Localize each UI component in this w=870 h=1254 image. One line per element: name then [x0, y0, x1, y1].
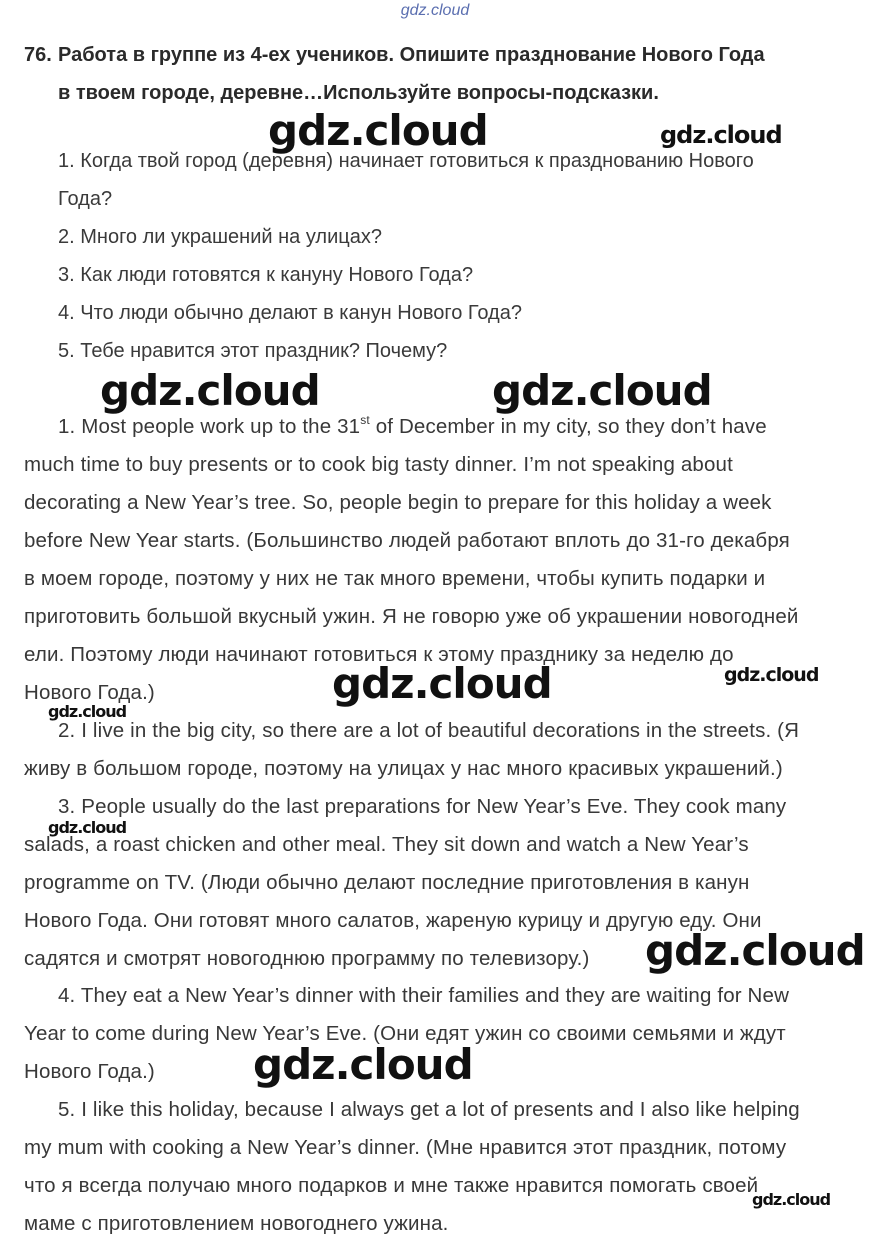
watermark: gdz.cloud: [752, 1190, 831, 1209]
question-3: 3. Как люди готовятся к кануну Нового Года?: [58, 264, 474, 286]
watermark: gdz.cloud: [253, 1040, 473, 1089]
task-heading: [24, 36, 854, 112]
task-line-1: Работа в группе из 4-ех учеников. Опишите празднование Нового Года: [58, 44, 765, 66]
question-1: 1. Когда твой город (деревня) начинает готовиться к празднованию Нового Года?: [58, 150, 754, 210]
answer-5: 5. I like this holiday, because I always get a lot of presents and I also like helping my mum with cooking a New Year’s dinner. (Мне нравится этот праздник, потому что я всегда получаю много подарков и мне также нравится помогать своей маме с приготовлением новогоднего ужина.: [24, 1098, 800, 1235]
watermark: gdz.cloud: [268, 106, 488, 155]
answer-4: 4. They eat a New Year’s dinner with their families and they are waiting for New Year to come during New Year’s Eve. (Они едят ужин со своими семьями и ждут Нового Года.): [24, 984, 790, 1083]
watermark: gdz.cloud: [332, 659, 552, 708]
task-number: 76.: [24, 44, 52, 66]
watermark: gdz.cloud: [48, 702, 127, 721]
answer-1: 1. Most people work up to the 31st of December in my city, so they don’t have much time to buy presents or to cook big tasty dinner. I’m not speaking about decorating a New Year’s tree. So, people begin to prepare for this holiday a week before New Year starts. (Большинство людей работают вплоть до 31-го декабря в моем городе, поэтому у них не так много времени, чтобы купить подарки и приготовить большой вкусный ужин. Я не говорю уже об украшении новогодней ели. Поэтому люди начинают готовиться к этому празднику за неделю до Нового Года.): [24, 413, 799, 704]
watermark: gdz.cloud: [48, 818, 127, 837]
watermark: gdz.cloud: [724, 664, 819, 686]
watermark: gdz.cloud: [660, 121, 782, 149]
question-5: 5. Тебе нравится этот праздник? Почему?: [58, 340, 448, 362]
question-2: 2. Много ли украшений на улицах?: [58, 226, 382, 248]
answer-2: 2. I live in the big city, so there are a lot of beautiful decorations in the streets. (Я живу в большом городе, поэтому на улицах у нас много красивых украшений.): [24, 719, 800, 780]
watermark: gdz.cloud: [645, 926, 865, 975]
answer-3: 3. People usually do the last preparations for New Year’s Eve. They cook many salads, a roast chicken and other meal. They sit down and watch a New Year’s programme on TV. (Люди обычно делают последние приготовления в канун Нового Года. Они готовят много салатов, жареную курицу и другую еду. Они садятся и смотрят новогоднюю программу по телевизору.): [24, 795, 787, 970]
task-line-2: в твоем городе, деревне…Используйте вопросы-подсказки.: [58, 82, 659, 104]
watermark: gdz.cloud: [100, 366, 320, 415]
watermark: gdz.cloud: [492, 366, 712, 415]
watermark-top: gdz.cloud: [400, 2, 470, 19]
question-4: 4. Что люди обычно делают в канун Нового Года?: [58, 302, 522, 324]
